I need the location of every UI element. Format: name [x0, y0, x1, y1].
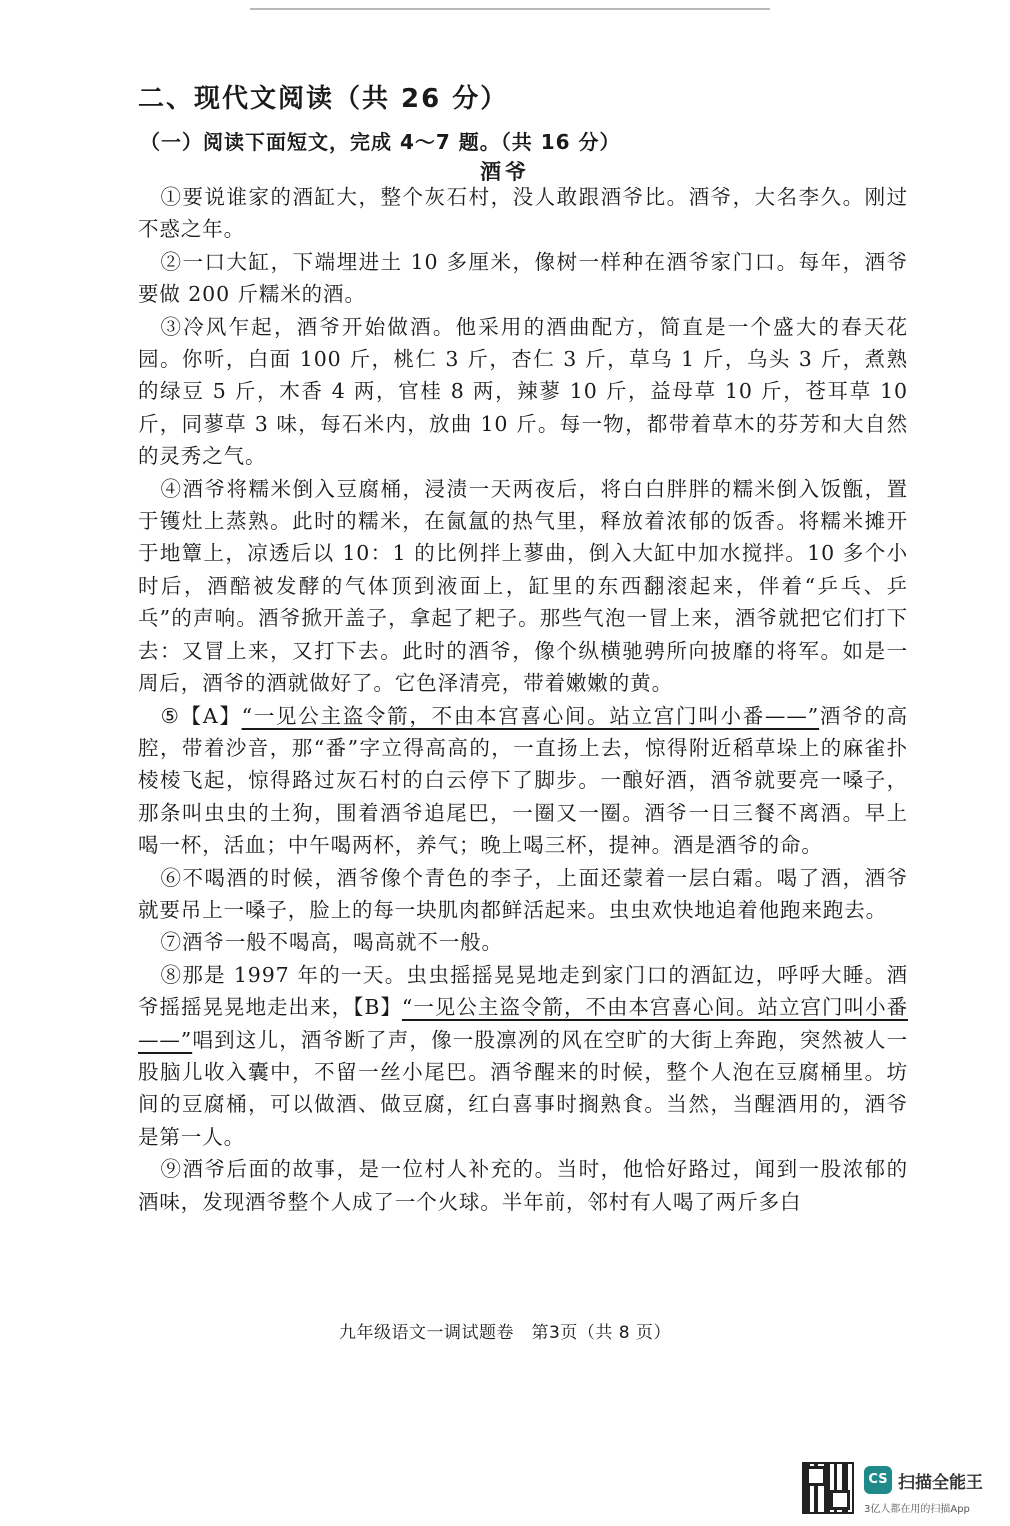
scanner-watermark	[802, 1462, 1002, 1518]
essay-body	[138, 181, 908, 1218]
paragraph-9: ⑨酒爷后面的故事，是一位村人补充的。当时，他恰好路过，闻到一股浓郁的酒味，发现酒爷整个人成了一个火球。半年前，邻村有人喝了两斤多白	[138, 1157, 908, 1214]
paragraph-7: ⑦酒爷一般不喝高，喝高就不一般。	[160, 930, 503, 955]
paragraph-6: ⑥不喝酒的时候，酒爷像个青色的李子，上面还蒙着一层白霜。喝了酒，酒爷就要吊上一嗓子，脸上的每一块肌肉都鲜活起来。虫虫欢快地追着他跑来跑去。	[138, 865, 908, 922]
paragraph-2: ②一口大缸，下端埋进土 10 多厘米，像树一样种在酒爷家门口。每年，酒爷要做 200 斤糯米的酒。	[138, 249, 908, 307]
qr-code-icon	[802, 1462, 854, 1514]
paragraph-5-text: 酒爷的高腔，带着沙音，那“番”字立得高高的，一直扬上去，惊得附近稻草垛上的麻雀扑棱棱飞起，惊得路过灰石村的白云停下了脚步。一酿好酒，酒爷就要亮一嗓子，那条叫虫虫的土狗，围着酒爷追尾巴，一圈又一圈。酒爷一日三餐不离酒。早上喝一杯，活血；中午喝两杯，养气；晚上喝三杯，提神。酒是酒爷的命。	[138, 703, 908, 858]
paragraph-8	[138, 959, 908, 1153]
page-footer: 九年级语文一调试题卷 第3页（共 8 页）	[339, 1323, 671, 1343]
scanner-app-name: 扫描全能王	[898, 1473, 983, 1493]
opera-quote-b: “一见公主盗令箭，不由本宫喜心间。站立宫门叫小番——”	[138, 995, 908, 1052]
paragraph-3: ③冷风乍起，酒爷开始做酒。他采用的酒曲配方，简直是一个盛大的春天花园。你听，白面 100 斤，桃仁 3 斤，杏仁 3 斤，草乌 1 斤，乌头 3 斤，煮熟的绿豆 5 斤，木香 4 两，官桂 8 两，辣蓼 10 斤，益母草 10 斤，苍耳草 10 斤，同蓼草 3 味，每石米内，放曲 10 斤。每一物，都带着草木的芬芳和大自然的灵秀之气。	[138, 314, 908, 469]
camscanner-logo-icon: CS	[864, 1466, 892, 1494]
paragraph-5-marker: ⑤【A】	[160, 703, 242, 728]
paragraph-8-lead: ⑧那是 1997 年的一天。虫虫摇摇晃晃地走到家门口的酒缸边，呼呼大睡。酒爷摇摇晃晃地走出来，【B】	[138, 962, 908, 1020]
scanner-tagline: 3亿人都在用的扫描App	[864, 1504, 970, 1515]
top-divider	[250, 8, 770, 10]
paragraph-5	[138, 700, 908, 862]
paragraph-4: ④酒爷将糯米倒入豆腐桶，浸渍一天两夜后，将白白胖胖的糯米倒入饭甑，置于镬灶上蒸熟。此时的糯米，在氤氲的热气里，释放着浓郁的饭香。将糯米摊开于地簟上，凉透后以 10：1 的比例拌上蓼曲，倒入大缸中加水搅拌。10 多个小时后，酒醅被发酵的气体顶到液面上，缸里的东西翻滚起来，伴着“乒乓、乒乓”的声响。酒爷掀开盖子，拿起了耙子。那些气泡一冒上来，酒爷就把它们打下去：又冒上来，又打下去。此时的酒爷，像个纵横驰骋所向披靡的将军。如是一周后，酒爷的酒就做好了。它色泽清亮，带着嫩嫩的黄。	[138, 476, 908, 696]
section-title: 二、现代文阅读（共 26 分）	[138, 84, 509, 114]
question-instruction: （一）阅读下面短文，完成 4～7 题。（共 16 分）	[140, 130, 621, 154]
paragraph-1: ①要说谁家的酒缸大，整个灰石村，没人敢跟酒爷比。酒爷，大名李久。刚过不惑之年。	[138, 185, 908, 242]
essay-title: 酒爷	[480, 160, 530, 184]
paragraph-8-text: 唱到这儿，酒爷断了声，像一股凛冽的风在空旷的大街上奔跑，突然被人一股脑儿收入囊中，不留一丝小尾巴。酒爷醒来的时候，整个人泡在豆腐桶里。坊间的豆腐桶，可以做酒、做豆腐，红白喜事时搁熟食。当然，当醒酒用的，酒爷是第一人。	[138, 1027, 908, 1149]
opera-quote-a: “一见公主盗令箭，不由本宫喜心间。站立宫门叫小番——”	[241, 703, 820, 728]
